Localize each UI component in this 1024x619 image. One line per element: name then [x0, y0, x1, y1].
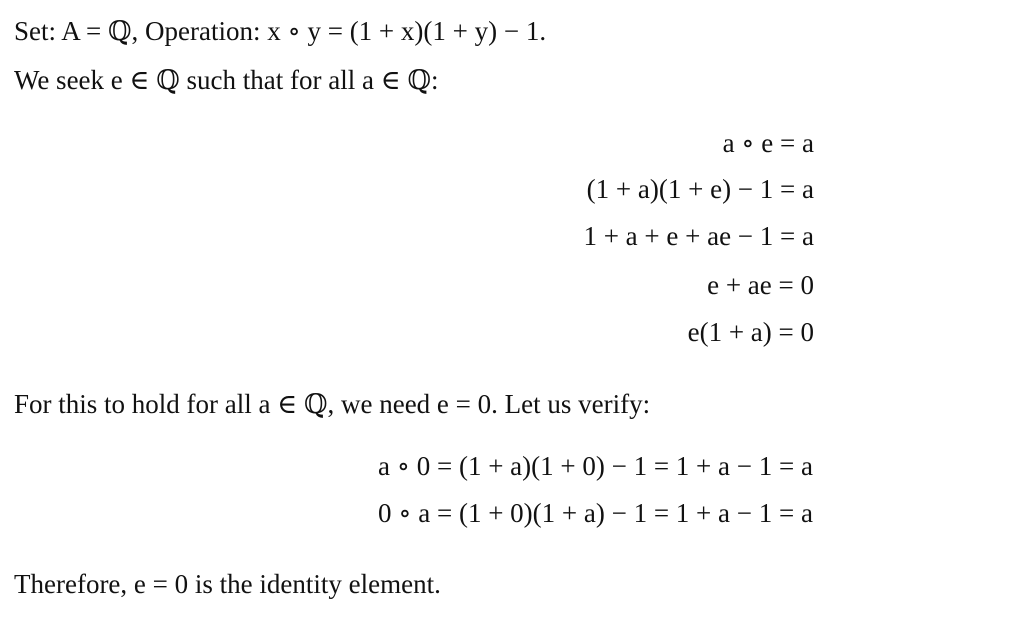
middle-text: For this to hold for all a ∈ ℚ, we need e = 0. Let us verify:: [14, 389, 651, 419]
derivation-step-1: a ∘ e = a: [722, 128, 814, 158]
conclusion-text: Therefore, e = 0 is the identity element.: [14, 569, 441, 599]
verification-line-2: 0 ∘ a = (1 + 0)(1 + a) − 1 = 1 + a − 1 = a: [378, 498, 813, 528]
derivation-step-2: (1 + a)(1 + e) − 1 = a: [586, 174, 814, 204]
derivation-step-5: e(1 + a) = 0: [687, 317, 814, 347]
derivation-step-3: 1 + a + e + ae − 1 = a: [583, 221, 814, 251]
verification-line-1: a ∘ 0 = (1 + a)(1 + 0) − 1 = 1 + a − 1 = a: [378, 451, 813, 481]
derivation-step-4: e + ae = 0: [707, 270, 814, 300]
intro-line-1: Set: A = ℚ, Operation: x ∘ y = (1 + x)(1 + y) − 1.: [14, 16, 547, 46]
intro-line-2: We seek e ∈ ℚ such that for all a ∈ ℚ:: [14, 65, 439, 95]
